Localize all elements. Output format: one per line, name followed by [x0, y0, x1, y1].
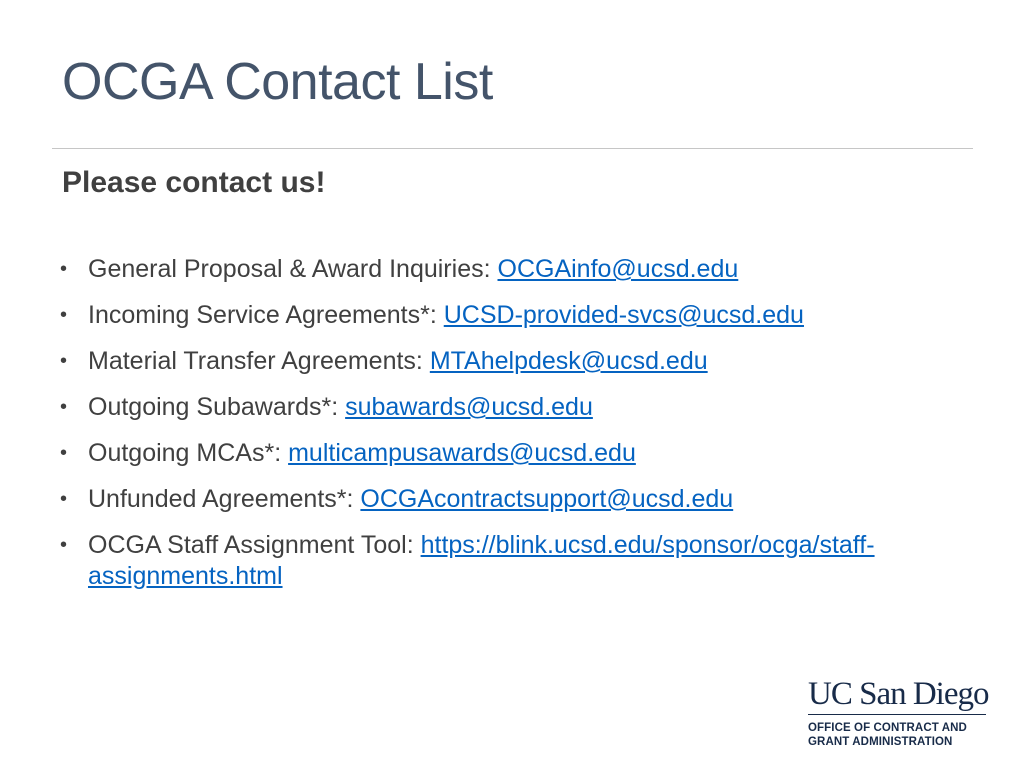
contact-label: Material Transfer Agreements: [88, 347, 430, 375]
list-item [58, 438, 958, 469]
bullet-icon: • [60, 304, 68, 326]
bullet-icon: • [60, 534, 68, 556]
email-link-multicampusawards[interactable]: multicampusawards@ucsd.edu [288, 439, 636, 467]
list-item [58, 530, 958, 592]
title-divider [52, 148, 973, 149]
list-item [58, 392, 958, 423]
bullet-icon: • [60, 350, 68, 372]
contact-label: Incoming Service Agreements*: [88, 301, 444, 329]
subheading: Please contact us! [62, 166, 326, 199]
logo-wordmark: UC San Diego [808, 676, 989, 712]
list-item [58, 484, 958, 515]
list-item [58, 254, 958, 285]
ucsd-logo [808, 676, 988, 749]
list-item [58, 346, 958, 377]
contact-label: General Proposal & Award Inquiries: [88, 255, 498, 283]
email-link-mtahelpdesk[interactable]: MTAhelpdesk@ucsd.edu [429, 347, 708, 375]
contact-label: Unfunded Agreements*: [88, 485, 361, 513]
slide-title: OCGA Contact List [62, 53, 493, 111]
staff-assignment-link[interactable]: https://blink.ucsd.edu/sponsor/ocga/staff-assignments.html [88, 531, 875, 590]
email-link-ocgainfo[interactable]: OCGAinfo@ucsd.edu [497, 255, 739, 283]
bullet-icon: • [60, 396, 68, 418]
logo-department-line2: GRANT ADMINISTRATION [808, 736, 953, 748]
contact-label: OCGA Staff Assignment Tool: [88, 531, 421, 559]
email-link-contractsupport[interactable]: OCGAcontractsupport@ucsd.edu [360, 485, 734, 513]
contact-label: Outgoing MCAs*: [88, 439, 289, 467]
bullet-icon: • [60, 258, 68, 280]
list-item [58, 300, 958, 331]
logo-department-line1: OFFICE OF CONTRACT AND [808, 722, 967, 734]
contact-label: Outgoing Subawards*: [88, 393, 346, 421]
bullet-icon: • [60, 488, 68, 510]
email-link-provided-svcs[interactable]: UCSD-provided-svcs@ucsd.edu [443, 301, 804, 329]
logo-divider [808, 714, 986, 715]
contact-list [58, 254, 958, 607]
email-link-subawards[interactable]: subawards@ucsd.edu [345, 393, 593, 421]
bullet-icon: • [60, 442, 68, 464]
